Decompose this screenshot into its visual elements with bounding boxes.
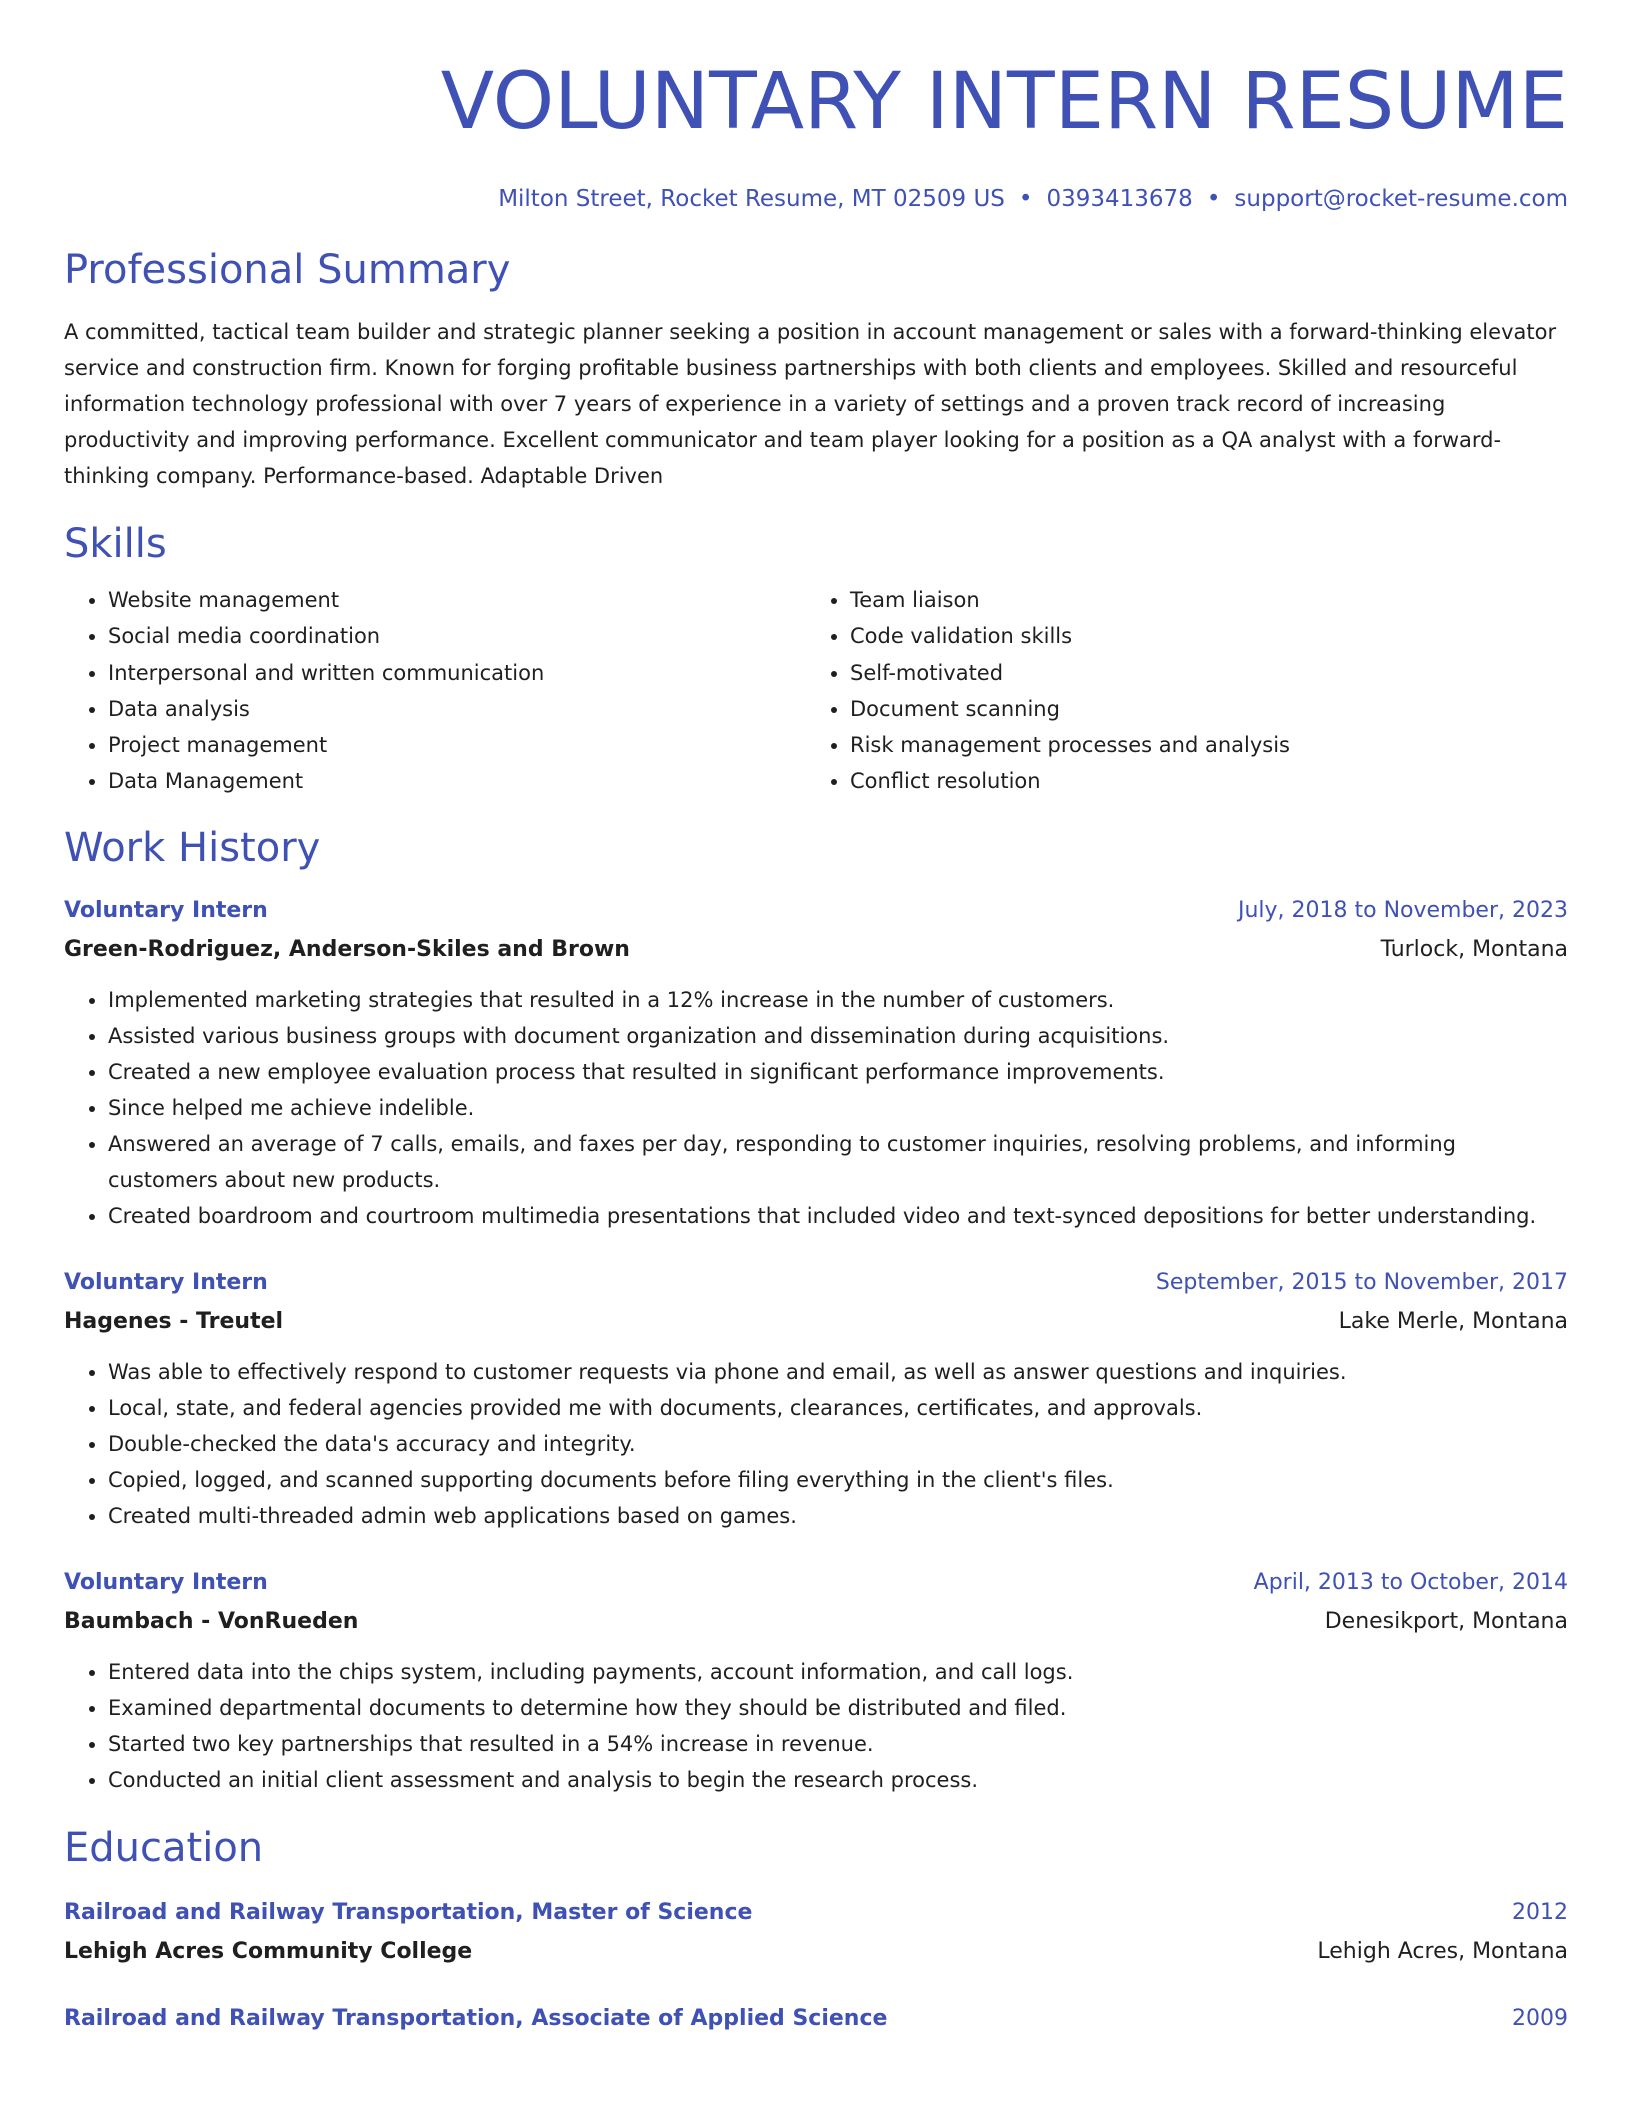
contact-line: [64, 182, 1568, 216]
skills-column-right: [806, 582, 1548, 800]
skills-heading: Skills: [64, 521, 167, 567]
summary-heading: Professional Summary: [64, 247, 511, 293]
job-bullet: • Started two key partnerships that resulted in a 54% increase in revenue.: [108, 1726, 1568, 1762]
skill-item: • Data analysis: [108, 691, 806, 727]
skills-list: [64, 582, 1568, 800]
skill-item: • Team liaison: [850, 582, 1548, 618]
job-bullets: [64, 1654, 1568, 1798]
job-bullet: • Created multi-threaded admin web applications based on games.: [108, 1498, 1568, 1534]
job-company: Hagenes - Treutel: [64, 1308, 284, 1334]
contact-separator: •: [1206, 186, 1221, 212]
education-school: Lehigh Acres Community College: [64, 1938, 473, 1964]
job-header-row: [64, 892, 1568, 930]
skill-item: • Code validation skills: [850, 618, 1548, 654]
job-dates: September, 2015 to November, 2017: [1155, 1269, 1568, 1295]
job-entry: [64, 1264, 1568, 1534]
job-location: Turlock, Montana: [1380, 936, 1568, 962]
education-header-row: [64, 1894, 1568, 1932]
job-bullet: • Assisted various business groups with document organization and dissemination during acquisitions.: [108, 1018, 1568, 1054]
resume-title: VOLUNTARY INTERN RESUME: [440, 57, 1568, 147]
job-title: Voluntary Intern: [64, 897, 268, 923]
job-company-row: [64, 1302, 1568, 1342]
skill-item: • Social media coordination: [108, 618, 806, 654]
education-entry: [64, 2000, 1568, 2038]
job-bullet: • Local, state, and federal agencies provided me with documents, clearances, certificates, and approvals.: [108, 1390, 1568, 1426]
job-bullet: • Conducted an initial client assessment and analysis to begin the research process.: [108, 1762, 1568, 1798]
skill-item: • Risk management processes and analysis: [850, 727, 1548, 763]
job-header-row: [64, 1564, 1568, 1602]
resume-page: [64, 0, 1568, 2038]
contact-separator: •: [1018, 186, 1033, 212]
education-location: Lehigh Acres, Montana: [1317, 1938, 1568, 1964]
job-title: Voluntary Intern: [64, 1569, 268, 1595]
skill-item: • Data Management: [108, 763, 806, 799]
job-company: Baumbach - VonRueden: [64, 1608, 359, 1634]
job-company-row: [64, 1602, 1568, 1642]
job-title: Voluntary Intern: [64, 1269, 268, 1295]
contact-email[interactable]: support@rocket-resume.com: [1234, 186, 1568, 212]
job-bullet: • Implemented marketing strategies that resulted in a 12% increase in the number of customers.: [108, 982, 1568, 1018]
education-year: 2012: [1512, 1899, 1568, 1925]
summary-text: A committed, tactical team builder and strategic planner seeking a position in account management or sales with a forward-thinking elevator service and construction firm. Known for forging profitable business partnerships with both clients and employees. Skilled and resourceful information technology professional with over 7 years of experience in a variety of settings and a proven track record of increasing productivity and improving performance. Excellent communicator and team player looking for a position as a QA analyst with a forward-thinking company. Performance-based. Adaptable Driven: [64, 320, 1557, 488]
job-bullet: • Double-checked the data's accuracy and integrity.: [108, 1426, 1568, 1462]
job-bullet: • Created boardroom and courtroom multimedia presentations that included video and text-synced depositions for better understanding.: [108, 1198, 1568, 1234]
job-header-row: [64, 1264, 1568, 1302]
job-bullet: • Created a new employee evaluation process that resulted in significant performance improvements.: [108, 1054, 1568, 1090]
job-company: Green-Rodriguez, Anderson-Skiles and Brown: [64, 936, 630, 962]
job-bullet: • Was able to effectively respond to customer requests via phone and email, as well as answer questions and inquiries.: [108, 1354, 1568, 1390]
education-degree: Railroad and Railway Transportation, Associate of Applied Science: [64, 2005, 888, 2031]
work-history-heading: Work History: [64, 824, 321, 871]
skill-item: • Website management: [108, 582, 806, 618]
job-dates: April, 2013 to October, 2014: [1253, 1569, 1568, 1595]
job-entry: [64, 1564, 1568, 1798]
education-degree: Railroad and Railway Transportation, Master of Science: [64, 1899, 753, 1925]
skills-column-left: [64, 582, 806, 800]
job-dates: July, 2018 to November, 2023: [1237, 897, 1568, 923]
job-bullet: • Copied, logged, and scanned supporting documents before filing everything in the client's files.: [108, 1462, 1568, 1498]
job-bullet: • Since helped me achieve indelible.: [108, 1090, 1568, 1126]
skill-item: • Project management: [108, 727, 806, 763]
contact-phone[interactable]: 0393413678: [1046, 186, 1193, 212]
skill-item: • Interpersonal and written communication: [108, 655, 806, 691]
job-bullets: [64, 982, 1568, 1234]
education-year: 2009: [1512, 2005, 1568, 2031]
skill-item: • Conflict resolution: [850, 763, 1548, 799]
skill-item: • Self-motivated: [850, 655, 1548, 691]
contact-address: Milton Street, Rocket Resume, MT 02509 US: [498, 186, 1005, 212]
job-location: Lake Merle, Montana: [1338, 1308, 1568, 1334]
education-header-row: [64, 2000, 1568, 2038]
job-company-row: [64, 930, 1568, 970]
job-entry: [64, 892, 1568, 1234]
education-heading: Education: [64, 1824, 264, 1871]
job-bullet: • Entered data into the chips system, including payments, account information, and call logs.: [108, 1654, 1568, 1690]
job-bullet: • Examined departmental documents to determine how they should be distributed and filed.: [108, 1690, 1568, 1726]
job-bullets: [64, 1354, 1568, 1534]
education-school-row: [64, 1932, 1568, 1972]
job-location: Denesikport, Montana: [1324, 1608, 1568, 1634]
job-bullet: • Answered an average of 7 calls, emails, and faxes per day, responding to customer inquiries, resolving problems, and informing customers about new products.: [108, 1126, 1568, 1198]
skill-item: • Document scanning: [850, 691, 1548, 727]
education-entry: [64, 1894, 1568, 1972]
